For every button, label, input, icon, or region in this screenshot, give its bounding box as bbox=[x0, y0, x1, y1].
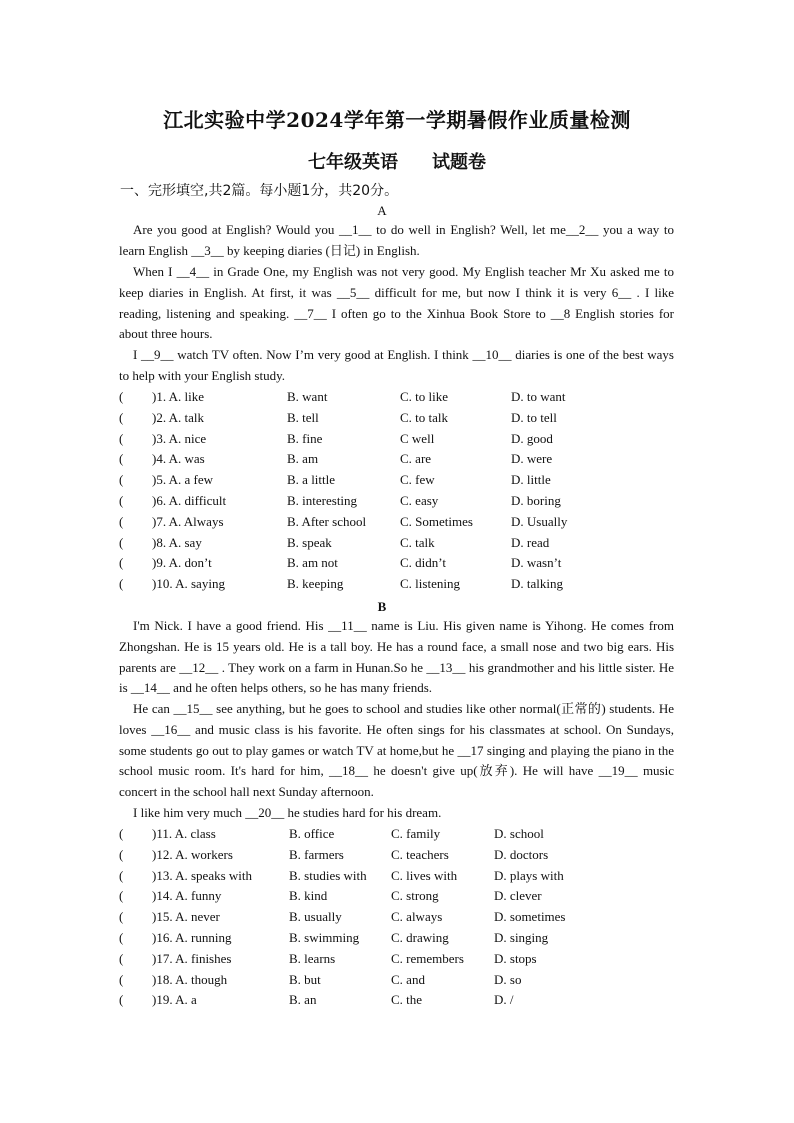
option-d: D. stops bbox=[494, 950, 537, 966]
option-b: B. want bbox=[287, 389, 328, 404]
question-row bbox=[119, 928, 679, 949]
passage-b-paragraph-3: I like him very much __20__ he studies hard for his dream. bbox=[133, 805, 442, 820]
question-row bbox=[119, 886, 679, 907]
option-c: C. few bbox=[400, 472, 435, 488]
option-c: C. talk bbox=[400, 534, 435, 550]
option-a: )9. A. don’t bbox=[152, 555, 212, 571]
option-a: )10. A. saying bbox=[152, 576, 225, 592]
option-b: B. After school bbox=[287, 513, 367, 529]
answer-bracket[interactable]: ( bbox=[119, 513, 124, 529]
question-row bbox=[119, 512, 679, 533]
option-d: D. doctors bbox=[494, 846, 549, 862]
option-b: B. office bbox=[289, 826, 335, 841]
option-c: C. easy bbox=[400, 492, 439, 508]
question-row bbox=[119, 449, 679, 470]
option-b: B. but bbox=[289, 971, 321, 987]
option-b: B. speak bbox=[287, 534, 332, 550]
passage-a-paragraph-3: I __9__ watch TV often. Now I’m very good at English. I think __10__ diaries is one of the best ways to help with your English study. bbox=[119, 347, 674, 383]
option-b: B. keeping bbox=[287, 576, 344, 592]
option-c: C. to talk bbox=[400, 409, 449, 425]
option-a: )1. A. like bbox=[152, 389, 204, 404]
answer-bracket[interactable]: ( bbox=[119, 389, 124, 404]
option-b: B. a little bbox=[287, 472, 336, 488]
option-c: C. the bbox=[391, 992, 423, 1008]
option-c: C. and bbox=[391, 971, 425, 987]
option-a: )13. A. speaks with bbox=[152, 867, 253, 883]
answer-bracket[interactable]: ( bbox=[119, 534, 124, 550]
option-d: D. little bbox=[511, 472, 551, 488]
question-row bbox=[119, 470, 679, 491]
passage-b-label: B bbox=[377, 599, 387, 614]
passage-b-paragraph-1: I'm Nick. I have a good friend. His __11__ name is Liu. His given name is Yihong. He comes from Zhongshan. He is 15 years old. He is a tall boy. He has a round face, a small nose and two big ears. His parents are __12__ . They work on a farm in Hunan.So he __13__ his grandmother and his little sister. He is __14__ and he often helps others, so he has many friends. bbox=[119, 618, 674, 696]
option-d: D. / bbox=[494, 992, 514, 1008]
option-b: B. tell bbox=[287, 409, 319, 425]
question-row bbox=[119, 574, 679, 595]
option-b: B. an bbox=[289, 992, 317, 1008]
option-b: B. am not bbox=[287, 555, 338, 571]
page-subtitle bbox=[0, 148, 794, 174]
option-c: C. always bbox=[391, 909, 443, 925]
option-c: C. teachers bbox=[391, 846, 449, 862]
option-d: D. boring bbox=[511, 492, 561, 508]
question-row bbox=[119, 990, 679, 1011]
question-row bbox=[119, 553, 679, 574]
passage-b-questions bbox=[119, 824, 679, 1011]
option-b: B. swimming bbox=[289, 929, 360, 945]
passage-a-questions bbox=[119, 387, 679, 595]
subtitle-paper-type: 试题卷 bbox=[432, 152, 486, 173]
passage-a-paragraph-2: When I __4__ in Grade One, my English was not very good. My English teacher Mr Xu asked me to keep diaries in English. At first, it was __5__ difficult for me, but now I think it is very 6__ . I like reading, listening and speaking. __7__ I often go to the Xinhua Book Store to __8 English stories for about three hours. bbox=[119, 264, 674, 342]
answer-bracket[interactable]: ( bbox=[119, 826, 124, 841]
passage-a-paragraph-1: Are you good at English? Would you __1__ to do well in English? Well, let me__2__ you a way to learn English __3__ by keeping diaries (日记) in English. bbox=[119, 222, 674, 258]
page-title: 江北实验中学2024学年第一学期暑假作业质量检测 bbox=[163, 108, 631, 132]
question-row bbox=[119, 408, 679, 429]
answer-bracket[interactable]: ( bbox=[119, 950, 124, 966]
option-c: C. drawing bbox=[391, 929, 449, 945]
answer-bracket[interactable]: ( bbox=[119, 430, 124, 446]
answer-bracket[interactable]: ( bbox=[119, 909, 124, 925]
option-d: D. were bbox=[511, 451, 553, 467]
option-d: D. clever bbox=[494, 888, 542, 904]
question-row bbox=[119, 491, 679, 512]
question-row bbox=[119, 970, 679, 991]
answer-bracket[interactable]: ( bbox=[119, 929, 124, 945]
option-c: C. family bbox=[391, 826, 441, 841]
option-c: C. didn’t bbox=[400, 555, 446, 571]
answer-bracket[interactable]: ( bbox=[119, 992, 124, 1008]
option-a: )6. A. difficult bbox=[152, 492, 227, 508]
option-b: B. kind bbox=[289, 888, 328, 904]
option-c: C well bbox=[400, 430, 435, 446]
question-row bbox=[119, 387, 679, 408]
option-b: B. farmers bbox=[289, 846, 344, 862]
option-a: )11. A. class bbox=[152, 826, 216, 841]
option-d: D. singing bbox=[494, 929, 549, 945]
option-d: D. wasn’t bbox=[511, 555, 562, 571]
option-d: D. school bbox=[494, 826, 544, 841]
option-b: B. learns bbox=[289, 950, 336, 966]
option-d: D. plays with bbox=[494, 867, 564, 883]
answer-bracket[interactable]: ( bbox=[119, 888, 124, 904]
option-d: D. good bbox=[511, 430, 553, 446]
subtitle-grade-subject: 七年级英语 bbox=[308, 152, 398, 173]
question-row bbox=[119, 824, 679, 845]
option-d: D. to want bbox=[511, 389, 566, 404]
option-c: C. listening bbox=[400, 576, 460, 592]
option-c: C. Sometimes bbox=[400, 513, 473, 529]
option-d: D. so bbox=[494, 971, 522, 987]
option-a: )2. A. talk bbox=[152, 409, 204, 425]
section-heading: 一、完形填空,共2篇。每小题1分，共20分。 bbox=[120, 183, 399, 199]
option-a: )3. A. nice bbox=[152, 430, 207, 446]
question-row bbox=[119, 949, 679, 970]
option-d: D. Usually bbox=[511, 513, 568, 529]
answer-bracket[interactable]: ( bbox=[119, 846, 124, 862]
option-d: D. read bbox=[511, 534, 550, 550]
answer-bracket[interactable]: ( bbox=[119, 576, 124, 592]
answer-bracket[interactable]: ( bbox=[119, 409, 124, 425]
option-b: B. studies with bbox=[289, 867, 367, 883]
option-c: C. strong bbox=[391, 888, 439, 904]
option-a: )4. A. was bbox=[152, 451, 205, 467]
option-c: C. to like bbox=[400, 389, 449, 404]
passage-b-paragraph-2: He can __15__ see anything, but he goes to school and studies like other normal(正常的) students. He loves __16__ and music class is his favorite. He often sings for his classmates at school. On Sundays, some students go out to play games or watch TV at home,but he __17 singing and playing the piano in the school music room. It's hard for him, __18__ he doesn't give up(放弃). He will have __19__ music concert in the school hall next Sunday afternoon. bbox=[119, 701, 674, 800]
option-c: C. lives with bbox=[391, 867, 458, 883]
option-c: C. are bbox=[400, 451, 432, 467]
option-a: )17. A. finishes bbox=[152, 950, 232, 966]
option-a: )14. A. funny bbox=[152, 888, 222, 904]
option-a: )7. A. Always bbox=[152, 513, 224, 529]
option-a: )19. A. a bbox=[152, 992, 197, 1008]
option-a: )15. A. never bbox=[152, 909, 220, 925]
option-b: B. am bbox=[287, 451, 319, 467]
option-a: )5. A. a few bbox=[152, 472, 214, 488]
option-d: D. talking bbox=[511, 576, 563, 592]
question-row bbox=[119, 845, 679, 866]
question-row bbox=[119, 866, 679, 887]
question-row bbox=[119, 429, 679, 450]
option-b: B. interesting bbox=[287, 492, 358, 508]
question-row bbox=[119, 907, 679, 928]
option-d: D. to tell bbox=[511, 409, 557, 425]
answer-bracket[interactable]: ( bbox=[119, 492, 124, 508]
answer-bracket[interactable]: ( bbox=[119, 472, 124, 488]
answer-bracket[interactable]: ( bbox=[119, 867, 124, 883]
answer-bracket[interactable]: ( bbox=[119, 971, 124, 987]
answer-bracket[interactable]: ( bbox=[119, 555, 124, 571]
option-b: B. usually bbox=[289, 909, 342, 925]
option-a: )12. A. workers bbox=[152, 846, 233, 862]
option-a: )18. A. though bbox=[152, 971, 228, 987]
question-row bbox=[119, 533, 679, 554]
option-d: D. sometimes bbox=[494, 909, 566, 925]
option-a: )16. A. running bbox=[152, 929, 232, 945]
passage-a-label: A bbox=[377, 203, 387, 218]
option-b: B. fine bbox=[287, 430, 323, 446]
option-a: )8. A. say bbox=[152, 534, 202, 550]
option-c: C. remembers bbox=[391, 950, 464, 966]
answer-bracket[interactable]: ( bbox=[119, 451, 124, 467]
